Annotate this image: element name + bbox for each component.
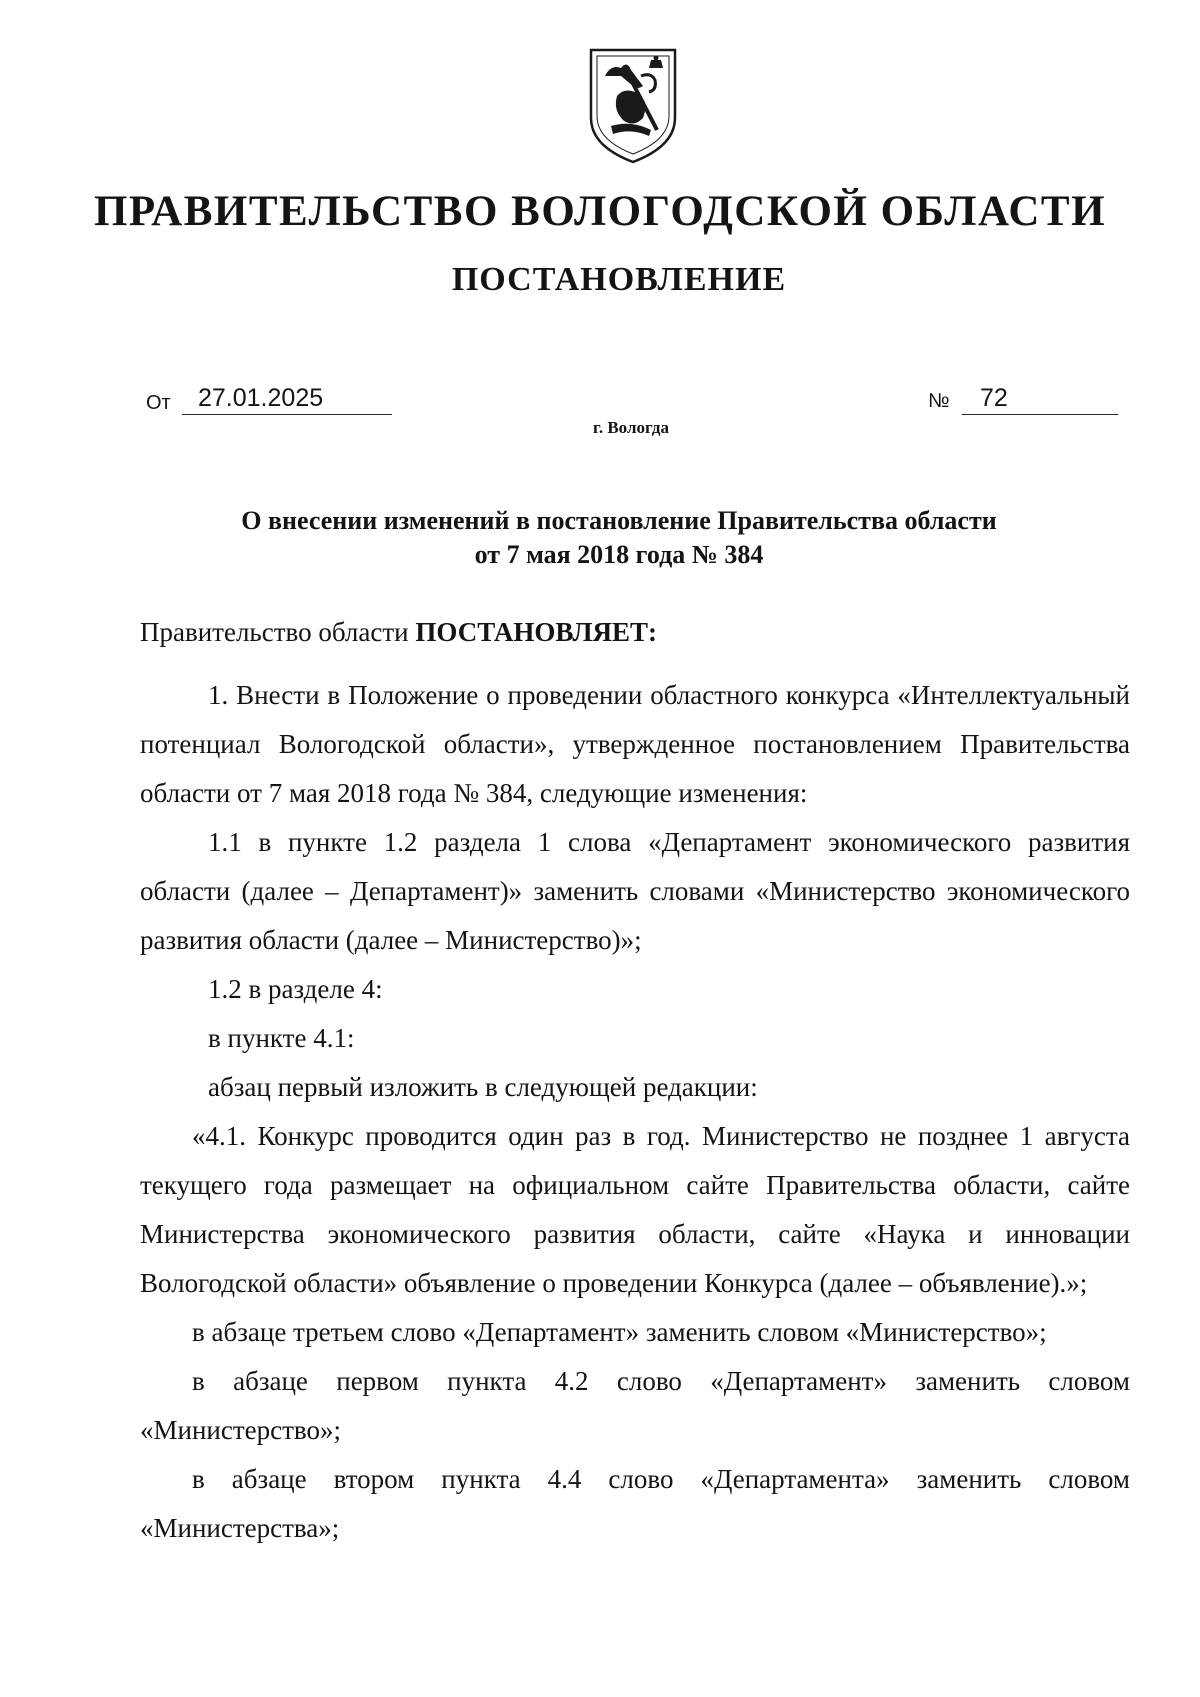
body-paragraph: в абзаце втором пункта 4.4 слово «Департамента» заменить словом «Министерства»; xyxy=(140,1464,1130,1543)
document-type-title: ПОСТАНОВЛЕНИЕ xyxy=(451,261,787,298)
number-label: № xyxy=(928,390,950,412)
document-subject xyxy=(0,504,1200,572)
organization-title: ПРАВИТЕЛЬСТВО ВОЛОГОДСКОЙ ОБЛАСТИ xyxy=(93,188,1107,235)
lead-normal: Правительство области xyxy=(140,617,416,647)
document-date: 27.01.2025 xyxy=(182,381,392,415)
vologda-coat-of-arms-icon xyxy=(587,46,679,166)
body-paragraph: в пункте 4.1: xyxy=(208,1023,355,1053)
lead-paragraph xyxy=(140,608,1130,657)
subject-line-2: от 7 мая 2018 года № 384 xyxy=(474,540,764,569)
subject-line-1: О внесении изменений в постановление Правительства области xyxy=(241,506,997,535)
body-paragraph: «4.1. Конкурс проводится один раз в год. Министерство не позднее 1 августа текущего года размещает на официальном сайте Правительства области, сайте Министерства экономического развития области, сайте «Наука и инновации Вологодской области» объявление о проведении Конкурса (далее – объявление).»; xyxy=(140,1121,1130,1298)
date-label: От xyxy=(146,392,171,414)
body-paragraph: 1.2 в разделе 4: xyxy=(208,974,383,1004)
document-number: 72 xyxy=(962,381,1118,415)
lead-bold: ПОСТАНОВЛЯЕТ: xyxy=(415,617,657,647)
body-paragraph: в абзаце первом пункта 4.2 слово «Департамент» заменить словом «Министерство»; xyxy=(140,1366,1130,1445)
body-paragraph: в абзаце третьем слово «Департамент» заменить словом «Министерство»; xyxy=(192,1317,1047,1347)
body-paragraph: 1.1 в пункте 1.2 раздела 1 слова «Департамент экономического развития области (далее – Департамент)» заменить словами «Министерство экономического развития области (далее – Министерство)»; xyxy=(140,827,1130,955)
city-label: г. Вологда xyxy=(593,418,669,437)
body-paragraph: абзац первый изложить в следующей редакции: xyxy=(208,1072,758,1102)
body-paragraph: 1. Внести в Положение о проведении областного конкурса «Интеллектуальный потенциал Вологодской области», утвержденное постановлением Правительства области от 7 мая 2018 года № 384, следующие изменения: xyxy=(140,680,1130,808)
document-body xyxy=(140,608,1130,1553)
